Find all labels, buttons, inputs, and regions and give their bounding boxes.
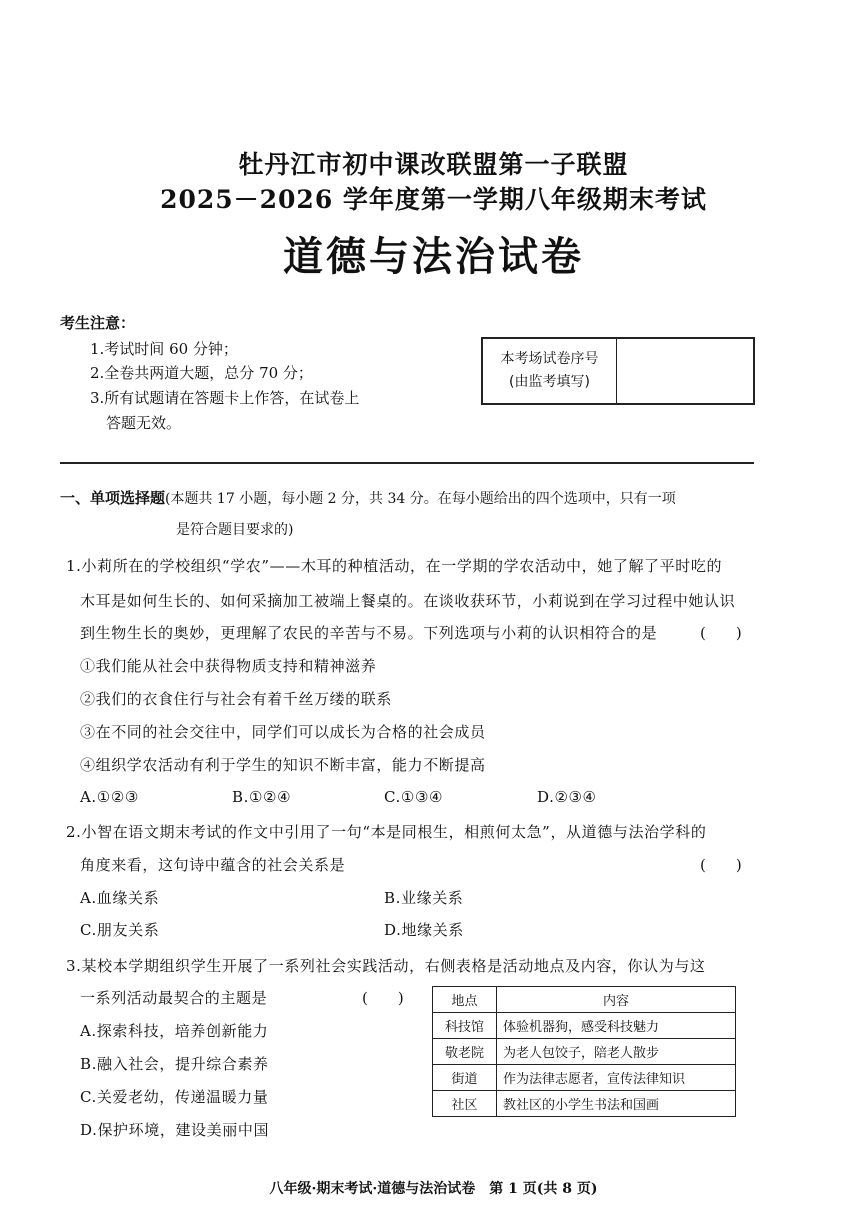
notice-heading: 考生注意： (60, 314, 136, 332)
question-text: 3.某校本学期组织学生开展了一系列社会实践活动，右侧表格是活动地点及内容，你认为与这 (66, 957, 706, 975)
table-row (433, 1065, 736, 1091)
statement: ④组织学农活动有利于学生的知识不断丰富，能力不断提高 (80, 756, 486, 774)
page-footer: 八年级·期末考试·道德与法治试卷 第 1 页(共 8 页) (269, 1181, 598, 1197)
header-line2: 2025－2026 学年度第一学期八年级期末考试 (160, 185, 707, 214)
table-cell: 社区 (433, 1091, 497, 1117)
table-cell: 科技馆 (433, 1013, 497, 1039)
section-desc-2: 是符合题目要求的) (176, 522, 294, 538)
exam-title: 道德与法治试卷 (283, 234, 584, 280)
question-text: 到生物生长的奥妙，更理解了农民的辛苦与不易。下列选项与小莉的认识相符合的是 (80, 624, 658, 642)
table-cell: 敬老院 (433, 1039, 497, 1065)
table-cell: 街道 (433, 1065, 497, 1091)
option: A.血缘关系 (80, 889, 160, 907)
question-text: 2.小智在语文期末考试的作文中引用了一句“本是同根生，相煎何太急”，从道德与法治学科的 (66, 823, 707, 841)
option: D.②③④ (537, 788, 597, 806)
statement: ②我们的衣食住行与社会有着千丝万缕的联系 (80, 690, 393, 708)
section-heading (60, 487, 676, 508)
exam-serial-box (481, 337, 755, 405)
answer-paren: ( ) (700, 624, 742, 642)
option: A.探索科技，培养创新能力 (80, 1022, 269, 1040)
section-desc: (本题共 17 小题，每小题 2 分，共 34 分。在每小题给出的四个选项中，只有一项 (165, 491, 676, 507)
question-text: 一系列活动最契合的主题是 (80, 989, 268, 1007)
option: D.地缘关系 (384, 921, 464, 939)
activity-table (432, 986, 736, 1117)
table-header-cell: 内容 (497, 987, 736, 1013)
option: B.融入社会，提升综合素养 (80, 1055, 269, 1073)
table-row (433, 1091, 736, 1117)
answer-paren: ( ) (362, 989, 404, 1007)
answer-paren: ( ) (700, 856, 742, 874)
table-header-cell: 地点 (433, 987, 497, 1013)
serial-label-line1: 本考场试卷序号 (500, 351, 599, 367)
option: C.①③④ (384, 788, 444, 806)
option: C.朋友关系 (80, 921, 160, 939)
serial-label (483, 339, 617, 403)
question-text: 角度来看，这句诗中蕴含的社会关系是 (80, 856, 346, 874)
statement: ③在不同的社会交往中，同学们可以成长为合格的社会成员 (80, 723, 486, 741)
table-cell: 教社区的小学生书法和国画 (497, 1091, 736, 1117)
option: A.①②③ (80, 788, 139, 806)
table-cell: 体验机器狗，感受科技魅力 (497, 1013, 736, 1039)
option: B.①②④ (232, 788, 292, 806)
header-line1: 牡丹江市初中课改联盟第一子联盟 (238, 150, 629, 179)
divider (60, 462, 754, 464)
table-row (433, 1013, 736, 1039)
notice-item: 3.所有试题请在答题卡上作答，在试卷上 (90, 389, 360, 407)
table-cell: 为老人包饺子，陪老人散步 (497, 1039, 736, 1065)
section-title: 一、单项选择题 (60, 489, 166, 507)
notice-item: 答题无效。 (106, 414, 182, 432)
option: B.业缘关系 (384, 889, 464, 907)
statement: ①我们能从社会中获得物质支持和精神滋养 (80, 657, 377, 675)
notice-item: 2.全卷共两道大题，总分 70 分； (90, 364, 313, 382)
question-text: 1.小莉所在的学校组织“学农”——木耳的种植活动，在一学期的学农活动中，她了解了平时吃的 (66, 557, 723, 575)
option: C.关爱老幼，传递温暖力量 (80, 1088, 269, 1106)
table-row (433, 1039, 736, 1065)
serial-label-line2: (由监考填写) (509, 374, 590, 390)
serial-value-field (617, 339, 753, 403)
option: D.保护环境，建设美丽中国 (80, 1121, 270, 1139)
table-header-row (433, 987, 736, 1013)
question-text: 木耳是如何生长的、如何采摘加工被端上餐桌的。在谈收获环节，小莉说到在学习过程中她认识 (80, 592, 736, 610)
notice-item: 1.考试时间 60 分钟； (90, 340, 238, 358)
table-cell: 作为法律志愿者，宣传法律知识 (497, 1065, 736, 1091)
